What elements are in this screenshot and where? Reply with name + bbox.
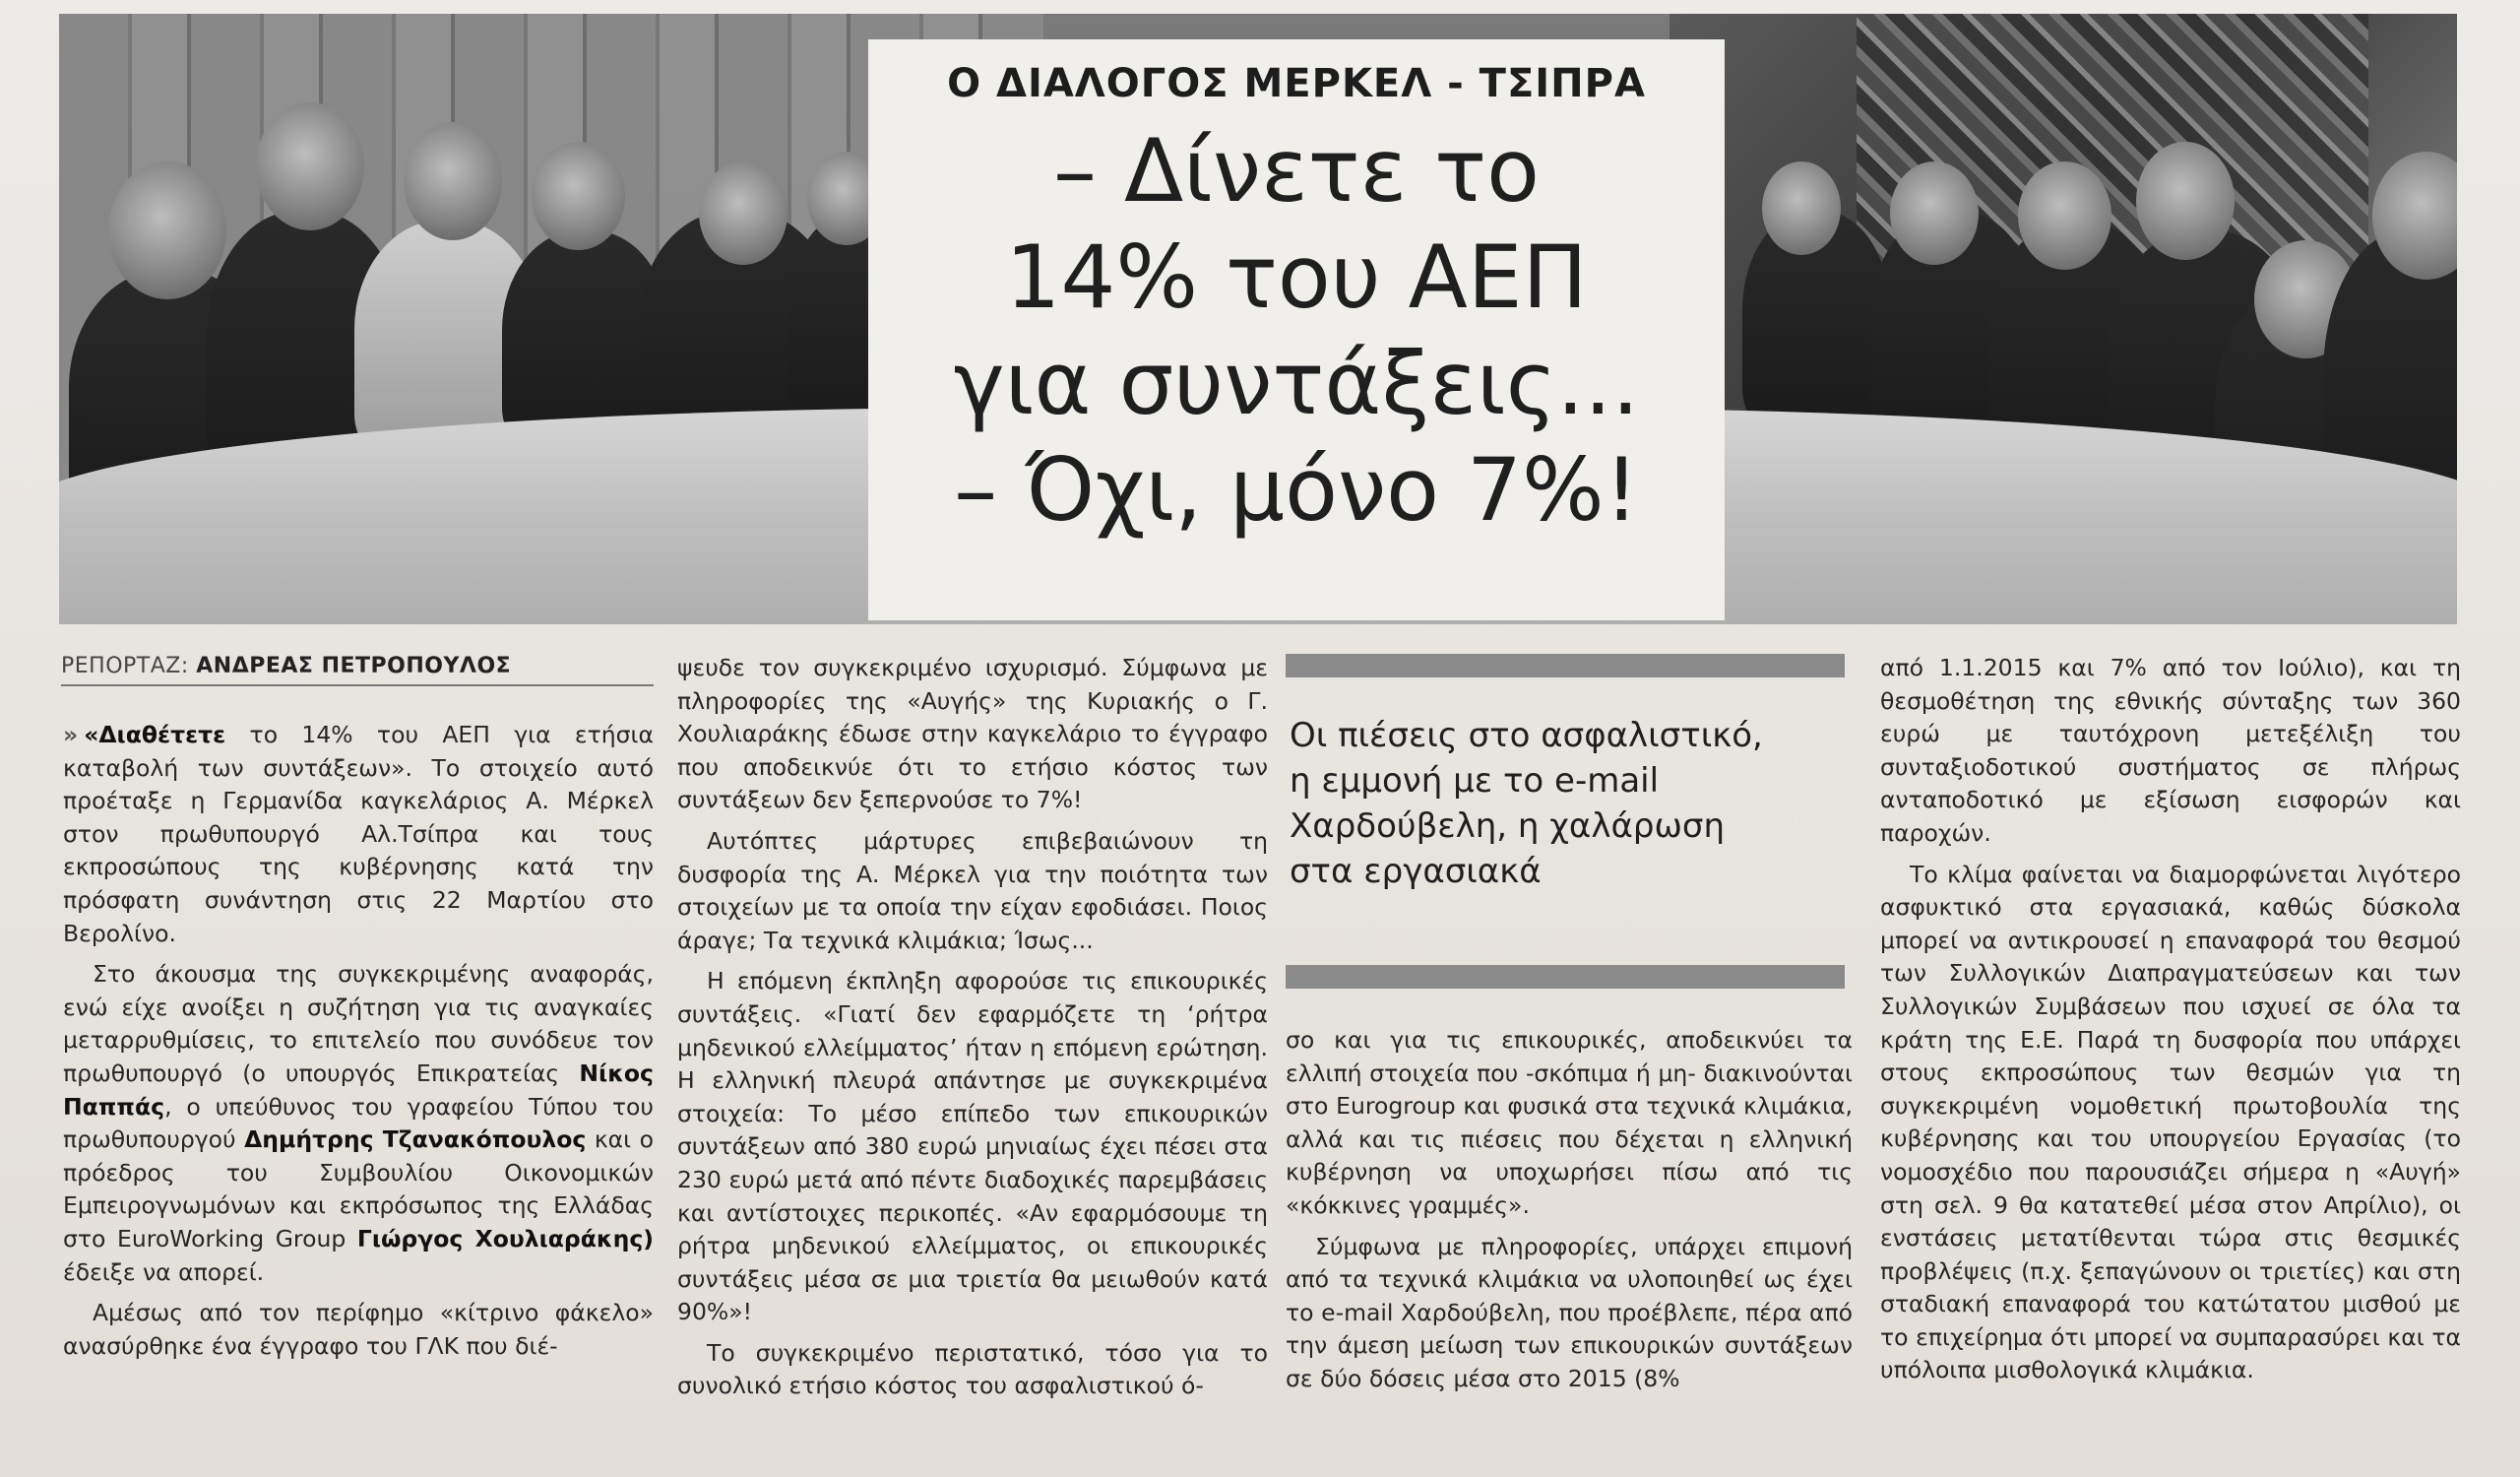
headline-line: – Δίνετε το: [1052, 120, 1540, 222]
pull-quote: [1286, 654, 1845, 989]
headline-line: – Όχι, μόνο 7%!: [954, 439, 1639, 541]
paragraph: Η επόμενη έκπληξη αφορούσε τις επικουρικές συντάξεις. «Γιατί δεν εφαρμόζετε τη ‘ρήτρα μηδενικού ελλείμματος’ ήταν η επόμενη ερώτηση. Η ελληνική πλευρά απάντησε με συγκεκριμένα στοιχεία: Το μέσο επίπεδο των επικουρικών συντάξεων από 380 ευρώ μηνιαίως έχει πέσει στα 230 ευρώ μετά από πέντε διαδοχικές παρεμβάσεις και αντίστοιχες περικοπές. «Αν εφαρμόσουμε τη ρήτρα μηδενικού ελλείμματος, οι επικουρικές συντάξεις μέσα σε μια τριετία θα μειωθούν κατά 90%»!: [677, 967, 1268, 1326]
person-name: Δημήτρης Τζανακόπουλος: [244, 1125, 587, 1154]
byline-label: ΡΕΠΟΡΤΑΖ:: [61, 654, 189, 678]
pull-quote-line: Χαρδούβελη, η χαλάρωση: [1290, 806, 1726, 846]
article-column-1: [63, 719, 654, 1371]
article-column-2: [677, 652, 1268, 1411]
paragraph-text: έδειξε να απορεί.: [63, 1257, 265, 1286]
paragraph: σο και για τις επικουρικές, αποδεικνύει τα ελλιπή στοιχεία που -σκόπιμα ή μη- διακινούνται στο Eurogroup και φυσικά στα τεχνικά κλιμάκια, αλλά και τις πιέσεις που δέχεται η ελληνική κυβέρνηση να υποχωρήσει πίσω από τις «κόκκινες γραμμές».: [1286, 1026, 1853, 1219]
pull-quote-line: Οι πιέσεις στο ασφαλιστικό,: [1290, 716, 1763, 755]
paragraph: [63, 719, 654, 950]
headline-line: για συντάξεις...: [953, 333, 1640, 434]
lead-in: «Διαθέτετε: [84, 721, 226, 748]
byline-author: ΑΝΔΡΕΑΣ ΠΕΤΡΟΠΟΥΛΟΣ: [196, 654, 512, 678]
paragraph-text: το 14% του ΑΕΠ για ετήσια καταβολή των συντάξεων». Το στοιχείο αυτό προέταξε η Γερμανίδα καγκελάριος Α. Μέρκελ στον πρωθυπουργό Αλ.Τσίπρα και τους εκπροσώπους της κυβέρνησης κατά την πρόσφατη συνάντηση στις 22 Μαρτίου στο Βερολίνο.: [63, 721, 654, 947]
paragraph: Το συγκεκριμένο περιστατικό, τόσο για το συνολικό ετήσιο κόστος του ασφαλιστικού ό-: [677, 1338, 1268, 1400]
pull-quote-bottom-rule: [1286, 965, 1845, 989]
photo-head: [108, 161, 226, 299]
double-chevron-icon: »: [63, 721, 79, 748]
article-column-4: [1880, 652, 2461, 1395]
byline: [61, 654, 654, 686]
paragraph: Το κλίμα φαίνεται να διαμορφώνεται λιγότερο ασφυκτικό στα εργασιακά, καθώς δύσκολα μπορεί να αντικρουσεί η επαναφορά του θεσμού των Συλλογικών Διαπραγματεύσεων και των Συλλογικών Συμβάσεων που ισχυεί σε όλα τα κράτη της Ε.Ε. Παρά τη δυσφορία που υπάρχει στους εκπροσώπους των θεσμών για τη συγκεκριμένη νομοθετική πρωτοβουλία της κυβέρνησης και του υπουργείου Εργασίας (το νομοσχέδιο που παρουσιάζει σήμερα η «Αυγή» στη σελ. 9 θα κατατεθεί μέσα στον Απρίλιο), οι ενστάσεις μετατίθενται τώρα στις θεσμικές προβλέψεις (π.χ. ξεπαγώνουν οι τριετίες) και στη σταδιακή επαναφορά του κατώτατου μισθού με το επιχείρημα ότι μπορεί να συμπαρασύρει και τα υπόλοιπα μισθολογικά κλιμάκια.: [1880, 860, 2461, 1384]
person-name: Γιώργος Χουλιαράκης): [356, 1224, 654, 1252]
photo-head: [2136, 142, 2235, 260]
pull-quote-line: στα εργασιακά: [1290, 852, 1542, 891]
photo-head: [1762, 161, 1841, 255]
pull-quote-line: η εμμονή με το e-mail: [1290, 761, 1660, 801]
pull-quote-top-rule: [1286, 654, 1845, 677]
paragraph: [63, 958, 654, 1289]
headline-title: [868, 118, 1725, 544]
photo-head: [1890, 161, 1979, 265]
article-column-3: [1286, 1024, 1853, 1404]
person-name: Νίκος Παππάς: [63, 1059, 654, 1121]
photo-head: [699, 161, 788, 265]
paragraph: από 1.1.2015 και 7% από τον Ιούλιο), και τη θεσμοθέτηση της εθνικής σύνταξης των 360 ευρώ με ταυτόχρονη μετεξέλιξη του συνταξιοδοτικού συστήματος σε πλήρως ανταποδοτικό με εξίσωση εισφορών και παροχών.: [1880, 654, 2461, 847]
paragraph-text: , ο υπεύθυνος του γραφείου Τύπου του πρωθυπουργού: [63, 1092, 654, 1154]
photo-head: [532, 142, 625, 250]
photo-head: [404, 122, 502, 240]
paragraph: Αυτόπτες μάρτυρες επιβεβαιώνουν τη δυσφορία της Α. Μέρκελ για την ποιότητα των στοιχείων με τα οποία την είχαν εφοδιάσει. Ποιος άραγε; Τα τεχνικά κλιμάκια; Ίσως...: [677, 826, 1268, 954]
photo-head: [2018, 161, 2111, 270]
headline-kicker: Ο ΔΙΑΛΟΓΟΣ ΜΕΡΚΕΛ - ΤΣΙΠΡΑ: [947, 61, 1646, 106]
paragraph-text: Στο άκουσμα της συγκεκριμένης αναφοράς, ενώ είχε ανοίξει η συζήτηση για τις αναγκαίες μεταρρυθμίσεις, το επιτελείο που συνόδευε τον πρωθυπουργό (ο υπουργός Επικρατείας: [63, 960, 654, 1087]
pull-quote-text: [1286, 677, 1845, 894]
photo-head: [256, 102, 364, 230]
headline-line: 14% του ΑΕΠ: [1005, 226, 1588, 328]
paragraph: ψευδε τον συγκεκριμένο ισχυρισμό. Σύμφωνα με πληροφορίες της «Αυγής» της Κυριακής ο Γ. Χουλιαράκης έδωσε στην καγκελάριο το έγγραφο που αποδεικνύε ότι το ετήσιο κόστος των συντάξεων δεν ξεπερνούσε το 7%!: [677, 654, 1268, 814]
paragraph: Σύμφωνα με πληροφορίες, υπάρχει επιμονή από τα τεχνικά κλιμάκια να υλοποιηθεί ως έχει το e-mail Χαρδούβελη, που προέβλεπε, πέρα από την άμεση μείωση των επικουρικών συντάξεων σε δύο δόσεις μέσα στο 2015 (8%: [1286, 1232, 1853, 1392]
paragraph: Αμέσως από τον περίφημο «κίτρινο φάκελο» ανασύρθηκε ένα έγγραφο του ΓΛΚ που διέ-: [63, 1299, 654, 1360]
headline-box: [868, 39, 1725, 620]
paragraph-text: και ο πρόεδρος του Συμβουλίου Οικονομικών Εμπειρογνωμόνων και εκπρόσωπος της Ελλάδας στο EuroWorking Group: [63, 1125, 654, 1252]
